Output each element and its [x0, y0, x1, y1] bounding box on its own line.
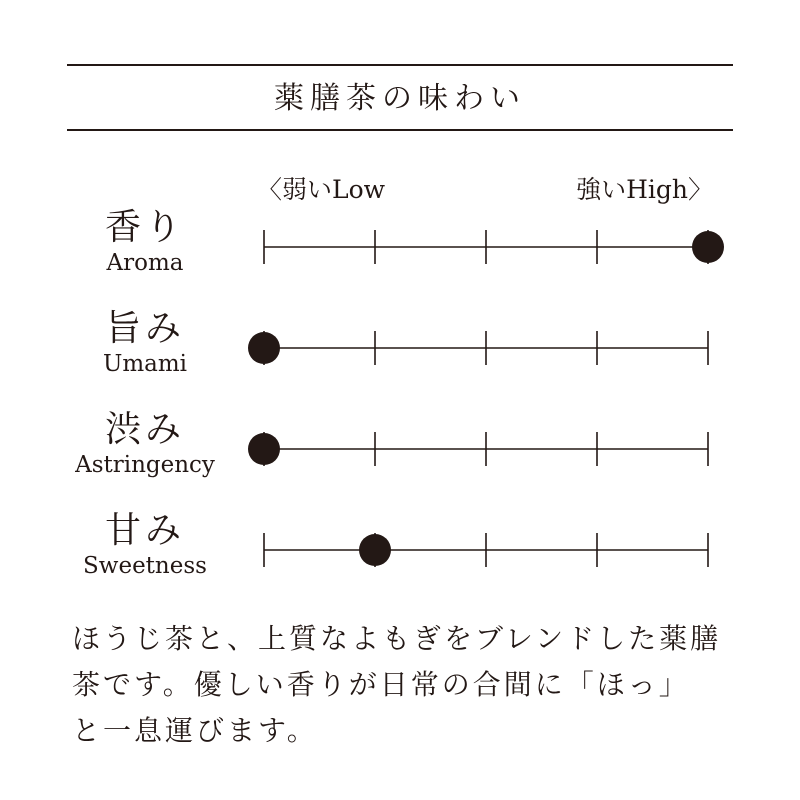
description-line: と一息運びます。 — [72, 714, 318, 747]
taste-name-en: Aroma — [106, 250, 184, 276]
scale-low-label: 〈弱いLow — [257, 175, 386, 204]
description-line: ほうじ茶と、上質なよもぎをブレンドした薬膳 — [72, 622, 722, 655]
taste-name-en: Astringency — [75, 452, 215, 478]
page-title: 薬膳茶の味わい — [274, 81, 526, 116]
taste-name-jp: 甘み — [104, 510, 185, 551]
taste-name-jp: 渋み — [104, 409, 185, 450]
description-line: 茶です。優しい香りが日常の合間に「ほっ」 — [72, 668, 690, 701]
taste-name-jp: 旨み — [104, 308, 185, 349]
level-marker — [248, 332, 280, 364]
taste-name-jp: 香り — [104, 207, 185, 248]
level-marker — [692, 231, 724, 263]
level-marker — [359, 534, 391, 566]
product-description — [72, 616, 752, 754]
taste-name-en: Umami — [102, 351, 188, 377]
taste-name-en: Sweetness — [83, 553, 207, 579]
scale-high-label: 強いHigh〉 — [576, 175, 713, 204]
level-marker — [248, 433, 280, 465]
